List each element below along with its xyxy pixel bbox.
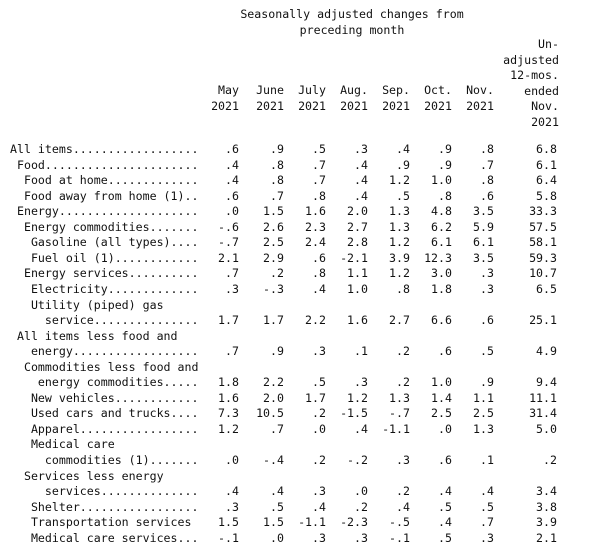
cell-monthly-change: .0 bbox=[312, 421, 326, 436]
row-label: Shelter................. bbox=[10, 499, 199, 514]
cell-monthly-change: .6 bbox=[225, 188, 239, 203]
col-header-nov-year: 2021 bbox=[466, 99, 494, 113]
cell-monthly-change: .4 bbox=[354, 188, 368, 203]
unadjusted-header-line-6: 2021 bbox=[531, 115, 559, 129]
cell-monthly-change: 12.3 bbox=[424, 250, 452, 265]
cell-monthly-change: .5 bbox=[438, 499, 452, 514]
row-label: commodities (1)....... bbox=[10, 453, 199, 467]
cell-monthly-change: .4 bbox=[312, 281, 326, 296]
cell-monthly-change: 6.6 bbox=[431, 313, 452, 328]
cell-monthly-change: .3 bbox=[396, 453, 410, 467]
table-row bbox=[0, 360, 602, 376]
cell-monthly-change: 1.3 bbox=[389, 204, 410, 219]
cell-monthly-change: 1.1 bbox=[347, 266, 368, 281]
cell-monthly-change: 1.6 bbox=[347, 313, 368, 328]
cell-monthly-change: .4 bbox=[225, 484, 239, 499]
cell-12-month: 4.9 bbox=[536, 344, 557, 359]
cell-monthly-change: 2.2 bbox=[263, 375, 284, 390]
row-label: services.............. bbox=[10, 484, 199, 499]
cell-12-month: 10.7 bbox=[529, 266, 557, 281]
col-header-nov-month: Nov. bbox=[466, 83, 494, 97]
cell-monthly-change: .3 bbox=[480, 266, 494, 281]
cell-monthly-change: 2.8 bbox=[347, 235, 368, 250]
row-label: Medical care services... bbox=[10, 530, 199, 545]
cell-monthly-change: .7 bbox=[270, 188, 284, 203]
cell-monthly-change: .0 bbox=[354, 484, 368, 499]
table-row bbox=[0, 282, 602, 298]
cell-monthly-change: .3 bbox=[225, 499, 239, 514]
row-label: All items less food and bbox=[10, 328, 178, 343]
cell-monthly-change: 1.2 bbox=[389, 173, 410, 188]
cell-monthly-change: 1.7 bbox=[305, 390, 326, 405]
cell-monthly-change: .8 bbox=[312, 188, 326, 203]
cell-monthly-change: .2 bbox=[270, 266, 284, 281]
row-label: Energy services.......... bbox=[10, 266, 199, 281]
cell-monthly-change: 1.3 bbox=[473, 421, 494, 436]
row-label: Energy.................... bbox=[10, 204, 199, 219]
table-row bbox=[0, 391, 602, 407]
table-row bbox=[0, 189, 602, 205]
cell-monthly-change: .2 bbox=[396, 344, 410, 359]
cell-monthly-change: .3 bbox=[312, 530, 326, 545]
cell-monthly-change: .4 bbox=[225, 157, 239, 172]
cell-monthly-change: .3 bbox=[312, 484, 326, 499]
cell-monthly-change: .4 bbox=[270, 484, 284, 499]
cell-12-month: 3.9 bbox=[536, 515, 557, 530]
table-row bbox=[0, 235, 602, 251]
cell-12-month: 59.3 bbox=[529, 250, 557, 265]
cell-12-month: 6.5 bbox=[536, 281, 557, 296]
unadjusted-header-line-1: Un- bbox=[538, 37, 559, 51]
cell-monthly-change: .5 bbox=[438, 530, 452, 545]
cell-monthly-change: 1.5 bbox=[263, 515, 284, 530]
table-row bbox=[0, 406, 602, 422]
cell-monthly-change: .0 bbox=[270, 530, 284, 545]
cell-monthly-change: .3 bbox=[480, 530, 494, 545]
cell-monthly-change: .6 bbox=[480, 188, 494, 203]
cell-12-month: 31.4 bbox=[529, 406, 557, 421]
cell-monthly-change: 1.2 bbox=[389, 266, 410, 281]
cell-12-month: 57.5 bbox=[529, 219, 557, 234]
cell-monthly-change: 1.0 bbox=[347, 281, 368, 296]
cell-monthly-change: 1.2 bbox=[389, 235, 410, 250]
table-row bbox=[0, 453, 602, 469]
cell-monthly-change: .7 bbox=[270, 421, 284, 436]
cell-monthly-change: 1.6 bbox=[305, 204, 326, 219]
cell-12-month: 25.1 bbox=[529, 313, 557, 328]
table-row bbox=[0, 422, 602, 438]
cell-monthly-change: .3 bbox=[225, 281, 239, 296]
cell-monthly-change: .9 bbox=[438, 142, 452, 156]
cell-monthly-change: .1 bbox=[354, 344, 368, 359]
col-header-aug-year: 2021 bbox=[340, 99, 368, 113]
table-row bbox=[0, 484, 602, 500]
cell-monthly-change: .6 bbox=[480, 313, 494, 328]
cell-monthly-change: -1.1 bbox=[382, 421, 410, 436]
cell-monthly-change: 2.5 bbox=[263, 235, 284, 250]
col-header-sep-year: 2021 bbox=[382, 99, 410, 113]
cell-monthly-change: .3 bbox=[480, 281, 494, 296]
cell-monthly-change: .5 bbox=[312, 375, 326, 390]
table-row bbox=[0, 204, 602, 220]
cell-monthly-change: .6 bbox=[312, 250, 326, 265]
cell-monthly-change: -2.1 bbox=[340, 250, 368, 265]
row-label: Used cars and trucks.... bbox=[10, 406, 199, 421]
row-label: Food away from home (1).. bbox=[10, 188, 199, 203]
cell-monthly-change: .1 bbox=[480, 453, 494, 467]
cell-monthly-change: .2 bbox=[396, 375, 410, 390]
col-header-oct-month: Oct. bbox=[424, 83, 452, 97]
row-label: service............... bbox=[10, 313, 199, 328]
cell-monthly-change: -.6 bbox=[218, 219, 239, 234]
cell-monthly-change: 6.1 bbox=[431, 235, 452, 250]
cell-monthly-change: .7 bbox=[480, 157, 494, 172]
row-label: Food...................... bbox=[10, 157, 199, 172]
cell-12-month: 6.8 bbox=[536, 142, 557, 156]
cell-monthly-change: -.1 bbox=[218, 530, 239, 545]
row-label: Food at home............. bbox=[10, 173, 199, 188]
table-row bbox=[0, 298, 602, 314]
cell-monthly-change: 1.7 bbox=[263, 313, 284, 328]
cell-monthly-change: .2 bbox=[312, 453, 326, 467]
cell-monthly-change: .5 bbox=[480, 499, 494, 514]
cell-monthly-change: .5 bbox=[312, 142, 326, 156]
col-header-july-year: 2021 bbox=[298, 99, 326, 113]
cell-monthly-change: .0 bbox=[225, 204, 239, 219]
cell-monthly-change: .4 bbox=[396, 142, 410, 156]
cell-monthly-change: 1.5 bbox=[263, 204, 284, 219]
cell-monthly-change: .8 bbox=[438, 188, 452, 203]
cell-monthly-change: -.4 bbox=[263, 453, 284, 467]
cell-monthly-change: -.5 bbox=[389, 515, 410, 530]
row-label: Gasoline (all types).... bbox=[10, 235, 199, 250]
cell-12-month: 3.8 bbox=[536, 499, 557, 514]
table-row bbox=[0, 329, 602, 345]
cell-monthly-change: 2.0 bbox=[347, 204, 368, 219]
unadjusted-header-line-3: 12-mos. bbox=[510, 68, 559, 82]
cell-12-month: 5.8 bbox=[536, 188, 557, 203]
title-line-1: Seasonally adjusted changes from bbox=[240, 7, 464, 21]
cell-monthly-change: .7 bbox=[312, 173, 326, 188]
cell-monthly-change: .4 bbox=[396, 499, 410, 514]
cell-monthly-change: .3 bbox=[354, 530, 368, 545]
cell-monthly-change: .4 bbox=[312, 499, 326, 514]
col-header-aug-month: Aug. bbox=[340, 83, 368, 97]
col-header-may-month: May bbox=[218, 83, 239, 97]
cell-monthly-change: .7 bbox=[225, 266, 239, 281]
cell-monthly-change: -.3 bbox=[263, 281, 284, 296]
table-row bbox=[0, 375, 602, 391]
cell-12-month: 3.4 bbox=[536, 484, 557, 499]
unadjusted-header-line-5: Nov. bbox=[531, 99, 559, 113]
cell-monthly-change: .5 bbox=[396, 188, 410, 203]
cell-monthly-change: .0 bbox=[438, 421, 452, 436]
cell-monthly-change: 6.1 bbox=[473, 235, 494, 250]
table-row bbox=[0, 220, 602, 236]
cell-monthly-change: -.2 bbox=[347, 453, 368, 467]
table-row bbox=[0, 437, 602, 453]
cell-monthly-change: 1.6 bbox=[218, 390, 239, 405]
col-header-may-year: 2021 bbox=[211, 99, 239, 113]
cell-monthly-change: .9 bbox=[270, 142, 284, 156]
row-label: Transportation services bbox=[10, 515, 192, 530]
row-label: Apparel................. bbox=[10, 421, 199, 436]
cell-monthly-change: .0 bbox=[225, 453, 239, 467]
cell-monthly-change: -1.5 bbox=[340, 406, 368, 421]
cell-monthly-change: 4.8 bbox=[431, 204, 452, 219]
table-row bbox=[0, 251, 602, 267]
cell-12-month: 6.4 bbox=[536, 173, 557, 188]
cell-monthly-change: .4 bbox=[438, 484, 452, 499]
row-label: Utility (piped) gas bbox=[10, 297, 164, 312]
cell-monthly-change: 1.3 bbox=[389, 219, 410, 234]
cell-monthly-change: 2.6 bbox=[263, 219, 284, 234]
cell-monthly-change: 1.2 bbox=[347, 390, 368, 405]
row-label: Services less energy bbox=[10, 468, 164, 483]
cell-monthly-change: .7 bbox=[480, 515, 494, 530]
cell-monthly-change: 1.8 bbox=[431, 281, 452, 296]
table-row bbox=[0, 173, 602, 189]
cell-monthly-change: .9 bbox=[438, 157, 452, 172]
cell-monthly-change: 6.2 bbox=[431, 219, 452, 234]
cell-monthly-change: -2.3 bbox=[340, 515, 368, 530]
table-row bbox=[0, 266, 602, 282]
cell-monthly-change: .4 bbox=[480, 484, 494, 499]
cell-monthly-change: -.7 bbox=[389, 406, 410, 421]
cell-monthly-change: 3.9 bbox=[389, 250, 410, 265]
cell-monthly-change: 1.0 bbox=[431, 375, 452, 390]
row-label: Energy commodities....... bbox=[10, 219, 199, 234]
cell-monthly-change: -1.1 bbox=[298, 515, 326, 530]
cell-monthly-change: 2.0 bbox=[263, 390, 284, 405]
cell-12-month: 2.1 bbox=[536, 530, 557, 545]
row-label: Fuel oil (1)............ bbox=[10, 250, 199, 265]
col-header-june-year: 2021 bbox=[256, 99, 284, 113]
cell-monthly-change: .8 bbox=[480, 173, 494, 188]
cell-monthly-change: .9 bbox=[480, 375, 494, 390]
cell-monthly-change: .7 bbox=[312, 157, 326, 172]
cell-monthly-change: .8 bbox=[396, 281, 410, 296]
table-row bbox=[0, 313, 602, 329]
cell-monthly-change: 1.0 bbox=[431, 173, 452, 188]
cell-monthly-change: 1.1 bbox=[473, 390, 494, 405]
table-row bbox=[0, 515, 602, 531]
cell-12-month: .2 bbox=[543, 453, 557, 467]
cell-monthly-change: 2.7 bbox=[347, 219, 368, 234]
cell-monthly-change: .6 bbox=[438, 453, 452, 467]
cell-12-month: 58.1 bbox=[529, 235, 557, 250]
cell-12-month: 9.4 bbox=[536, 375, 557, 390]
cell-monthly-change: 3.5 bbox=[473, 204, 494, 219]
row-label: energy.................. bbox=[10, 344, 199, 359]
cell-12-month: 33.3 bbox=[529, 204, 557, 219]
row-label: All items.................. bbox=[10, 142, 199, 156]
cell-monthly-change: .8 bbox=[270, 173, 284, 188]
cell-12-month: 11.1 bbox=[529, 390, 557, 405]
cell-monthly-change: 1.8 bbox=[218, 375, 239, 390]
cell-monthly-change: .8 bbox=[270, 157, 284, 172]
cell-monthly-change: 2.9 bbox=[263, 250, 284, 265]
unadjusted-header-line-2: adjusted bbox=[503, 53, 559, 67]
table-row bbox=[0, 500, 602, 516]
cell-monthly-change: 3.0 bbox=[431, 266, 452, 281]
unadjusted-header-line-4: ended bbox=[524, 84, 559, 98]
cell-monthly-change: .4 bbox=[354, 173, 368, 188]
cell-monthly-change: .2 bbox=[312, 406, 326, 421]
cell-monthly-change: 2.5 bbox=[431, 406, 452, 421]
row-label: Commodities less food and bbox=[10, 359, 199, 374]
cell-monthly-change: .5 bbox=[270, 499, 284, 514]
col-header-july-month: July bbox=[298, 83, 326, 97]
cell-monthly-change: 2.5 bbox=[473, 406, 494, 421]
table-row bbox=[0, 158, 602, 174]
cell-monthly-change: .6 bbox=[225, 142, 239, 156]
cell-monthly-change: 1.7 bbox=[218, 313, 239, 328]
cell-monthly-change: .4 bbox=[354, 421, 368, 436]
cell-monthly-change: .7 bbox=[225, 344, 239, 359]
cell-monthly-change: 3.5 bbox=[473, 250, 494, 265]
cell-monthly-change: .5 bbox=[480, 344, 494, 359]
cell-monthly-change: .6 bbox=[438, 344, 452, 359]
cell-monthly-change: 2.4 bbox=[305, 235, 326, 250]
col-header-oct-year: 2021 bbox=[424, 99, 452, 113]
cell-monthly-change: .3 bbox=[312, 344, 326, 359]
cell-12-month: 6.1 bbox=[536, 157, 557, 172]
cell-monthly-change: .8 bbox=[312, 266, 326, 281]
table-row bbox=[0, 531, 602, 547]
cell-monthly-change: .4 bbox=[225, 173, 239, 188]
row-label: Electricity............. bbox=[10, 281, 199, 296]
cell-monthly-change: .2 bbox=[396, 484, 410, 499]
row-label: Medical care bbox=[10, 437, 115, 452]
table-row bbox=[0, 344, 602, 360]
cell-monthly-change: .9 bbox=[396, 157, 410, 172]
row-label: New vehicles............ bbox=[10, 390, 199, 405]
cell-monthly-change: .3 bbox=[354, 375, 368, 390]
cell-monthly-change: 1.5 bbox=[218, 515, 239, 530]
title-line-2: preceding month bbox=[299, 23, 405, 37]
cell-monthly-change: 7.3 bbox=[218, 406, 239, 421]
cell-monthly-change: .4 bbox=[354, 157, 368, 172]
cell-monthly-change: 1.3 bbox=[389, 390, 410, 405]
cell-monthly-change: .4 bbox=[438, 515, 452, 530]
cell-monthly-change: 5.9 bbox=[473, 219, 494, 234]
cell-monthly-change: 10.5 bbox=[256, 406, 284, 421]
col-header-sep-month: Sep. bbox=[382, 83, 410, 97]
cell-monthly-change: 2.3 bbox=[305, 219, 326, 234]
cell-monthly-change: .2 bbox=[354, 499, 368, 514]
column-headers bbox=[0, 0, 602, 140]
cell-monthly-change: -.1 bbox=[389, 530, 410, 545]
table-row bbox=[0, 469, 602, 485]
cell-monthly-change: 2.2 bbox=[305, 313, 326, 328]
cell-monthly-change: -.7 bbox=[218, 235, 239, 250]
cell-monthly-change: .9 bbox=[270, 344, 284, 359]
cell-monthly-change: .3 bbox=[354, 142, 368, 156]
cell-monthly-change: 2.1 bbox=[218, 250, 239, 265]
cell-monthly-change: 2.7 bbox=[389, 313, 410, 328]
cell-monthly-change: 1.4 bbox=[431, 390, 452, 405]
row-label: energy commodities..... bbox=[10, 375, 199, 390]
cell-monthly-change: .8 bbox=[480, 142, 494, 156]
cell-12-month: 5.0 bbox=[536, 421, 557, 436]
table-row bbox=[0, 142, 602, 158]
cell-monthly-change: 1.2 bbox=[218, 421, 239, 436]
col-header-june-month: June bbox=[256, 83, 284, 97]
